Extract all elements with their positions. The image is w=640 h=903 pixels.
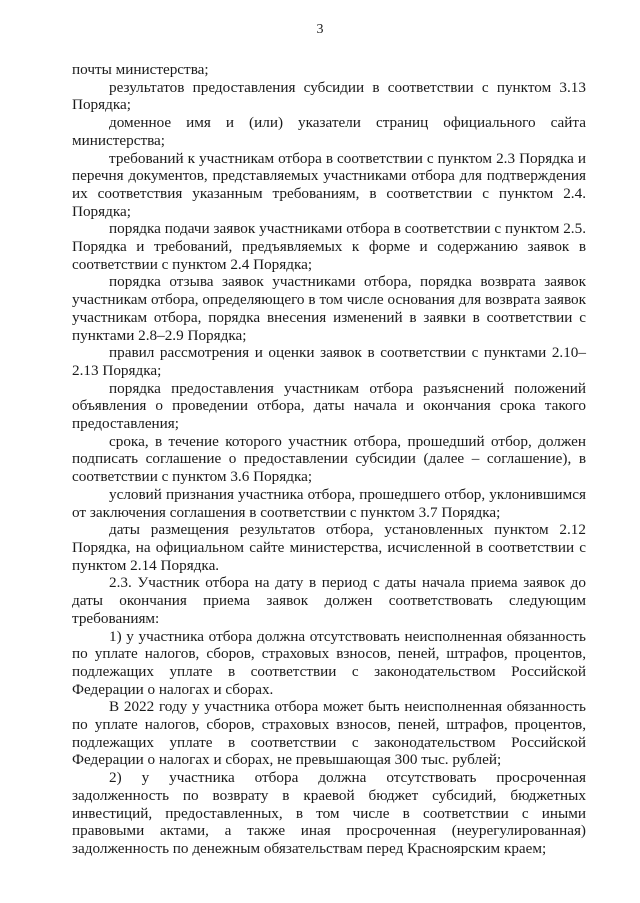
paragraph: 1) у участника отбора должна отсутствовать неисполненная обязанность по уплате налогов, сборов, страховых взносов, пеней, штрафов, процентов, подлежащих уплате в соответствии с законодательством Российской Федерации о налогах и сборах. [72,627,586,698]
paragraph: условий признания участника отбора, прошедшего отбор, уклонившимся от заключения соглашения в соответствии с пунктом 3.7 Порядка; [72,485,586,521]
document-body [72,61,586,858]
paragraph: доменное имя и (или) указатели страниц официального сайта министерства; [72,114,586,149]
section-heading-paragraph: 2.3. Участник отбора на дату в период с даты начала приема заявок до даты окончания приема заявок должен соответствовать следующим требованиям: [72,574,586,627]
paragraph: 2) у участника отбора должна отсутствовать просроченная задолженность по возврату в краевой бюджет субсидий, бюджетных инвестиций, предоставленных, в том числе в соответствии с иными правовыми актами, а также иная просроченная (неурегулированная) задолженность по денежным обязательствам перед Красноярским краем; [72,769,586,857]
paragraph: правил рассмотрения и оценки заявок в соответствии с пунктами 2.10–2.13 Порядка; [72,344,586,379]
paragraph: порядка предоставления участникам отбора разъяснений положений объявления о проведении отбора, даты начала и окончания срока такого предоставления; [72,379,586,433]
paragraph: результатов предоставления субсидии в соответствии с пунктом 3.13 Порядка; [72,78,586,114]
paragraph: В 2022 году у участника отбора может быть неисполненная обязанность по уплате налогов, сборов, страховых взносов, пеней, штрафов, процентов, подлежащих уплате в соответствии с законодательством Российской Федерации о налогах и сборах, не превышающая 300 тыс. рублей; [72,698,586,769]
paragraph: порядка отзыва заявок участниками отбора, порядка возврата заявок участникам отбора, определяющего в том числе основания для возврата заявок участникам отбора, порядка внесения изменений в заявки в соответствии с пунктами 2.8–2.9 Порядка; [72,273,586,344]
paragraph: даты размещения результатов отбора, установленных пунктом 2.12 Порядка, на официальном сайте министерства, исчисленной в соответствии с пунктом 2.14 Порядка. [72,521,586,574]
paragraph: требований к участникам отбора в соответствии с пунктом 2.3 Порядка и перечня документов, представляемых участниками отбора для подтверждения их соответствия указанным требованиям, в соответствии с пунктом 2.4. Порядка; [72,149,586,220]
paragraph: порядка подачи заявок участниками отбора в соответствии с пунктом 2.5. Порядка и требований, предъявляемых к форме и содержанию заявок в соответствии с пунктом 2.4 Порядка; [72,220,586,273]
paragraph: срока, в течение которого участник отбора, прошедший отбор, должен подписать соглашение о предоставлении субсидии (далее – соглашение), в соответствии с пунктом 3.6 Порядка; [72,432,586,486]
page-number: 3 [316,22,324,37]
paragraph: почты министерства; [72,61,209,78]
